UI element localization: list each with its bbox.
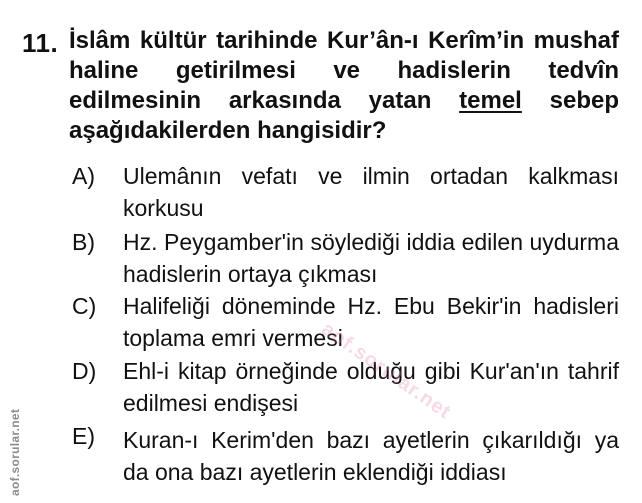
question-stem-emphasis: temel: [459, 87, 522, 114]
question-stem-end: sebep aşağıdakilerden hangisidir?: [69, 87, 619, 144]
option-letter: C): [72, 293, 97, 319]
option-text: Hz. Peygamber'in söylediği iddia edilen uydurma hadislerin ortaya çıkması: [123, 229, 619, 287]
option-letter: B): [72, 229, 95, 255]
option-text: Halifeliği döneminde Hz. Ebu Bekir'in hadisleri toplama emri vermesi: [123, 293, 619, 351]
option-text: Ehl-i kitap örneğinde olduğu gibi Kur'an'ın tahrif edilmesi endişesi: [123, 358, 619, 416]
question-number: 11.: [22, 28, 59, 58]
option-text: Ulemânın vefatı ve ilmin ortadan kalkması korkusu: [123, 163, 619, 221]
watermark-center: aof.sorular.net: [317, 318, 456, 424]
option-letter: D): [72, 358, 97, 384]
option-letter: A): [72, 163, 95, 189]
question-stem-main: İslâm kültür tarihinde Kur’ân-ı Kerîm’in mushaf haline getirilmesi ve hadislerin tedvîn edilmesinin arkasında yatan: [69, 27, 619, 114]
option-text: Kuran-ı Kerim'den bazı ayetlerin çıkarıldığı ya da ona bazı ayetlerin eklendiği iddiası: [123, 427, 619, 485]
question-stem: [69, 26, 619, 146]
option-letter: E): [72, 423, 95, 449]
watermark-side: aof.sorular.net: [8, 408, 22, 496]
